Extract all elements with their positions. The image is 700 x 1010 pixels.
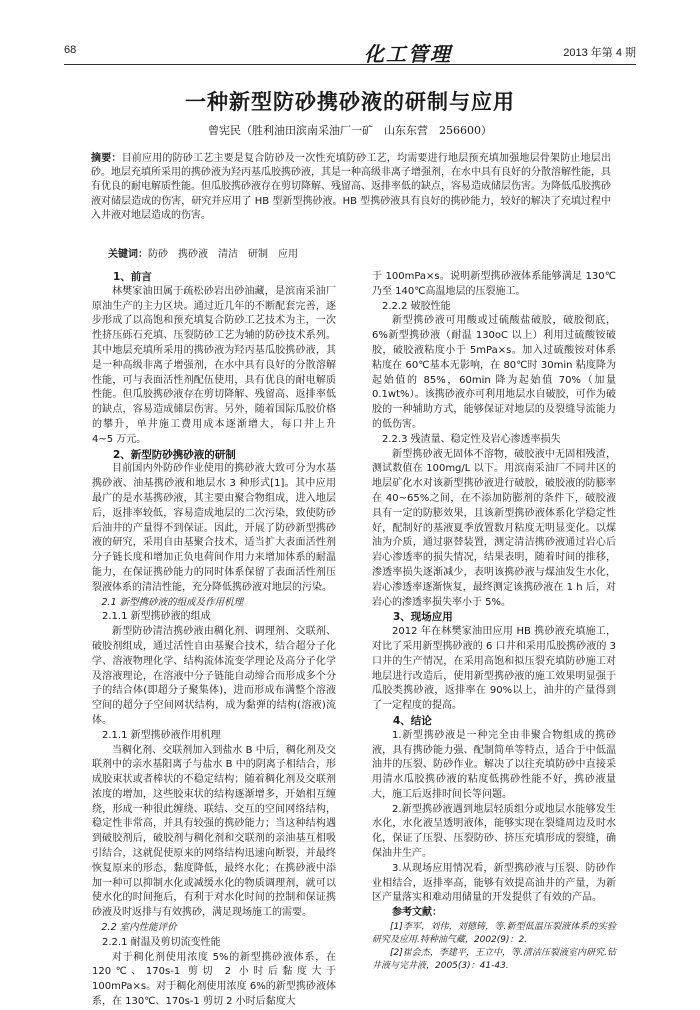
paragraph: 2.新型携砂液遇到地层轻质组分或地层水能够发生水化，水化液呈透明液体，能够实现在裂缝周边及时水化，保证了压裂、压裂防砂、挤压充填形成的裂缝，确保油井生产。 (372, 803, 616, 860)
paragraph: 3.从现场应用情况看，新型携砂液与压裂、防砂作业相结合，返排率高，能够有效提高油井的产量，为新区产量落实和难动用储量的开发提供了有效的产品。 (372, 862, 616, 904)
section-heading: 4、结论 (393, 714, 432, 727)
journal-logo: 化工管理 (364, 42, 452, 66)
abstract-text: 目前应用的防砂工艺主要是复合防砂及一次性充填防砂工艺，均需要进行地层预充填加强地层骨架防止地层出砂。地层充填所采用的携砂液为羟丙基瓜胶携砂液，其是一种高级非离子增强剂，在水中具有良好的分散溶解性能，具有优良的耐电解质性能。但瓜胶携砂液存在剪切降解、残留高、返排率低的缺点，容易造成储层伤害。为降低瓜胶携砂液对储层造成的伤害，研究并应用了 HB 型新型携砂液。HB 型携砂液具有良好的携砂能力，较好的解决了充填过程中入井液对地层造成的伤害。 (91, 153, 612, 221)
subsubsection-heading: 2.2.2 破胶性能 (382, 300, 451, 312)
keywords (108, 245, 298, 260)
header-divider (64, 64, 636, 65)
subsection-heading: 2.1 新型携砂液的组成及作用机理 (101, 596, 244, 608)
keywords-text: 防砂 携砂液 清洁 研制 应用 (148, 249, 298, 260)
paragraph: 目前国内外防砂作业使用的携砂液大致可分为水基携砂液、油基携砂液和地层水 3 种形式[1]。其中应用最广的是水基携砂液，其主要由聚合物组成，进入地层后，返排率较低，容易造成地层的二次污染，致使防砂后油井的产量得不到保证。因此，开展了防砂新型携砂液的研究，采用自由基聚合技术，适当扩大表面活性剂分子链长度和增加正负电荷间作用力来增加体系的耐温能力，在保证携砂能力的同时体系保留了表面活性剂压裂液体系的清洁性能，充分降低携砂液对地层的污染。 (92, 463, 336, 593)
section-heading: 1、前言 (113, 271, 152, 283)
section-heading: 3、现场应用 (393, 611, 453, 624)
abstract-label: 摘要： (91, 153, 122, 164)
section-heading: 2、新型防砂携砂液的研制 (113, 448, 236, 461)
subsection-heading: 2.2 室内性能评价 (101, 922, 177, 934)
paragraph: 新型防砂清洁携砂液由稠化剂、调理剂、交联剂、破胶剂组成，通过活性自由基聚合技术，结合超分子化学、溶液物理化学、结构流体流变学理论及高分子化学及溶液理论，在溶液中分子链能自动缔合而形成多个分子的结合体(即超分子聚集体)，进而形成布满整个溶液空间的超分子空间网状结构，成为黏弹的结构(溶液)流体。 (92, 626, 336, 726)
subsubsection-heading: 2.1.1 新型携砂液的组成 (102, 611, 211, 623)
reference-item: [2]崔会杰，李建平，王立中，等.清洁压裂液室内研究.钻井液与完井液，2005(3)：41-43. (372, 948, 616, 972)
paragraph: 林樊家油田属于疏松砂岩出砂油藏，是滨南采油厂原油生产的主力区块。通过近几年的不断配套完善，逐步形成了以高饱和预充填复合防砂工艺技术为主，一次性挤压砾石充填、压裂防砂工艺为辅的防砂技术系列。其中地层充填所采用的携砂液为羟丙基瓜胶携砂液，其是一种高级非离子增强剂，在水中具有良好的分散溶解性能，可与表面活性剂配伍使用，具有优良的耐电解质性能。但瓜胶携砂液存在剪切降解、残留高、返排率低的缺点，容易造成储层伤害。另外，随着国际瓜胶价格的攀升，单井施工费用成本逐渐增大，每口井上升 4~5 万元。 (92, 285, 336, 445)
paragraph: 对于稠化剂使用浓度 5%的新型携砂液体系，在 120℃、170s-1 剪切 2 小时后黏度大于 100mPa×s。对于稠化剂使用浓度 6%的新型携砂液体系，在 130℃、170s-1 剪切 2 小时后黏度大 (92, 951, 336, 1008)
paragraph: 新型携砂液无固体不溶物，破胶液中无固相残渣，测试数值在 100mg/L 以下。用滨南采油厂不同井区的地层矿化水对该新型携砂液进行破胶，破胶液的防膨率在 40~65%之间，在不添加防膨剂的条件下，破胶液具有一定的防膨效果，且该新型携砂液体系化学稳定性好，配制好的基液夏季放置数月粘度无明显变化。以煤油为介质，通过驱替装置，测定清洁携砂液通过岩心后岩心渗透率的损失情况，结果表明，随着时间的推移，渗透率损失逐渐减少，表明该携砂液与煤油发生水化，岩心渗透率逐渐恢复，最终测定该携砂液在 1 h 后，对岩心的渗透率损失率小于 5%。 (372, 448, 616, 608)
keywords-label: 关键词： (108, 249, 148, 260)
subsubsection-heading: 2.1.1 新型携砂液作用机理 (102, 729, 221, 741)
subsubsection-heading: 2.2.3 残渣量、稳定性及岩心渗透率损失 (382, 433, 561, 445)
issue-label: 2013 年第 4 期 (563, 47, 636, 59)
paragraph: 1.新型携砂液是一种完全由非聚合物组成的携砂液，具有携砂能力强、配制简单等特点，适合于中低温油井的压裂、防砂作业。解决了以往充填防砂中直接采用清水瓜胶携砂液的粘度低携砂性能不好，携砂液量大，施工后返排时间长等问题。 (372, 729, 616, 800)
paragraph: 2012 年在林樊家油田应用 HB 携砂液充填施工，对比了采用新型携砂液的 6 口井和采用瓜胶携砂液的 3 口井的生产情况，在采用高饱和拟压裂充填防砂施工对地层进行改造后，使用新型携砂液的施工效果明显强于瓜胶类携砂液，返排率在 90%以上，油井的产量得到了一定程度的提高。 (372, 626, 616, 712)
subsubsection-heading: 2.2.1 耐温及剪切流变性能 (102, 936, 221, 948)
page-number: 68 (64, 44, 77, 56)
left-column (92, 270, 336, 1010)
paragraph: 当稠化剂、交联剂加入到盐水 B 中后，稠化剂及交联剂中的亲水基阳离子与盐水 B 中的阴离子相结合，形成胶束状或者棒状的不稳定结构；随着稠化剂及交联剂浓度的增加，这些胶束状的结构逐渐增多，开始相互缠绕，形成一种很此缠绕、联结、交互的空间网络结构，稳定性非常高，并具有较强的携砂能力；当这种结构遇到破胶剂后，破胶剂与稠化剂和交联剂的亲油基互相吸引结合，这就促使原来的网络结构迅速向断裂，并最终恢复原来的形态，黏度降低，最终水化；在携砂液中添加一种可以抑制水化或减缓水化的物质调理剂，就可以使水化的时间拖后，有利于对水化时间的控制和保证携砂液及时返排与有效携砂，满足现场施工的需要。 (92, 744, 336, 919)
right-column (372, 270, 616, 973)
page-header (64, 38, 636, 66)
article-title: 一种新型防砂携砂液的研制与应用 (185, 89, 515, 114)
reference-item: [1]李军，刘伟，刘德铸，等.新型低温压裂液体系的实验研究及应用.特种油气藏，2002(9)：2. (372, 922, 616, 946)
paragraph: 于 100mPa×s。说明新型携砂液体系能够满足 130℃乃至 140℃高温地层的压裂施工。 (372, 271, 616, 297)
paragraph: 新型携砂液可用酸或过硫酸盐破胶，破胶彻底，6%新型携砂液（耐温 130oC 以上）利用过硫酸铵破胶，破胶液粘度小于 5mPa×s。加入过硫酸铵对体系粘度在 60℃基本无影响，在 80℃时 30min 粘度降为起始值的 85%，60min 降为起始值 70%（加量 0.1wt%）。该携砂液亦可利用地层水自破胶，可作为破胶的一种辅助方式，能够保证对地层的及裂缝导流能力的低伤害。 (372, 315, 616, 430)
references-heading: 参考文献： (392, 907, 442, 919)
abstract (91, 152, 611, 223)
author-line: 曾宪民（胜利油田滨南采油厂一矿 山东东营 256600） (208, 124, 492, 137)
